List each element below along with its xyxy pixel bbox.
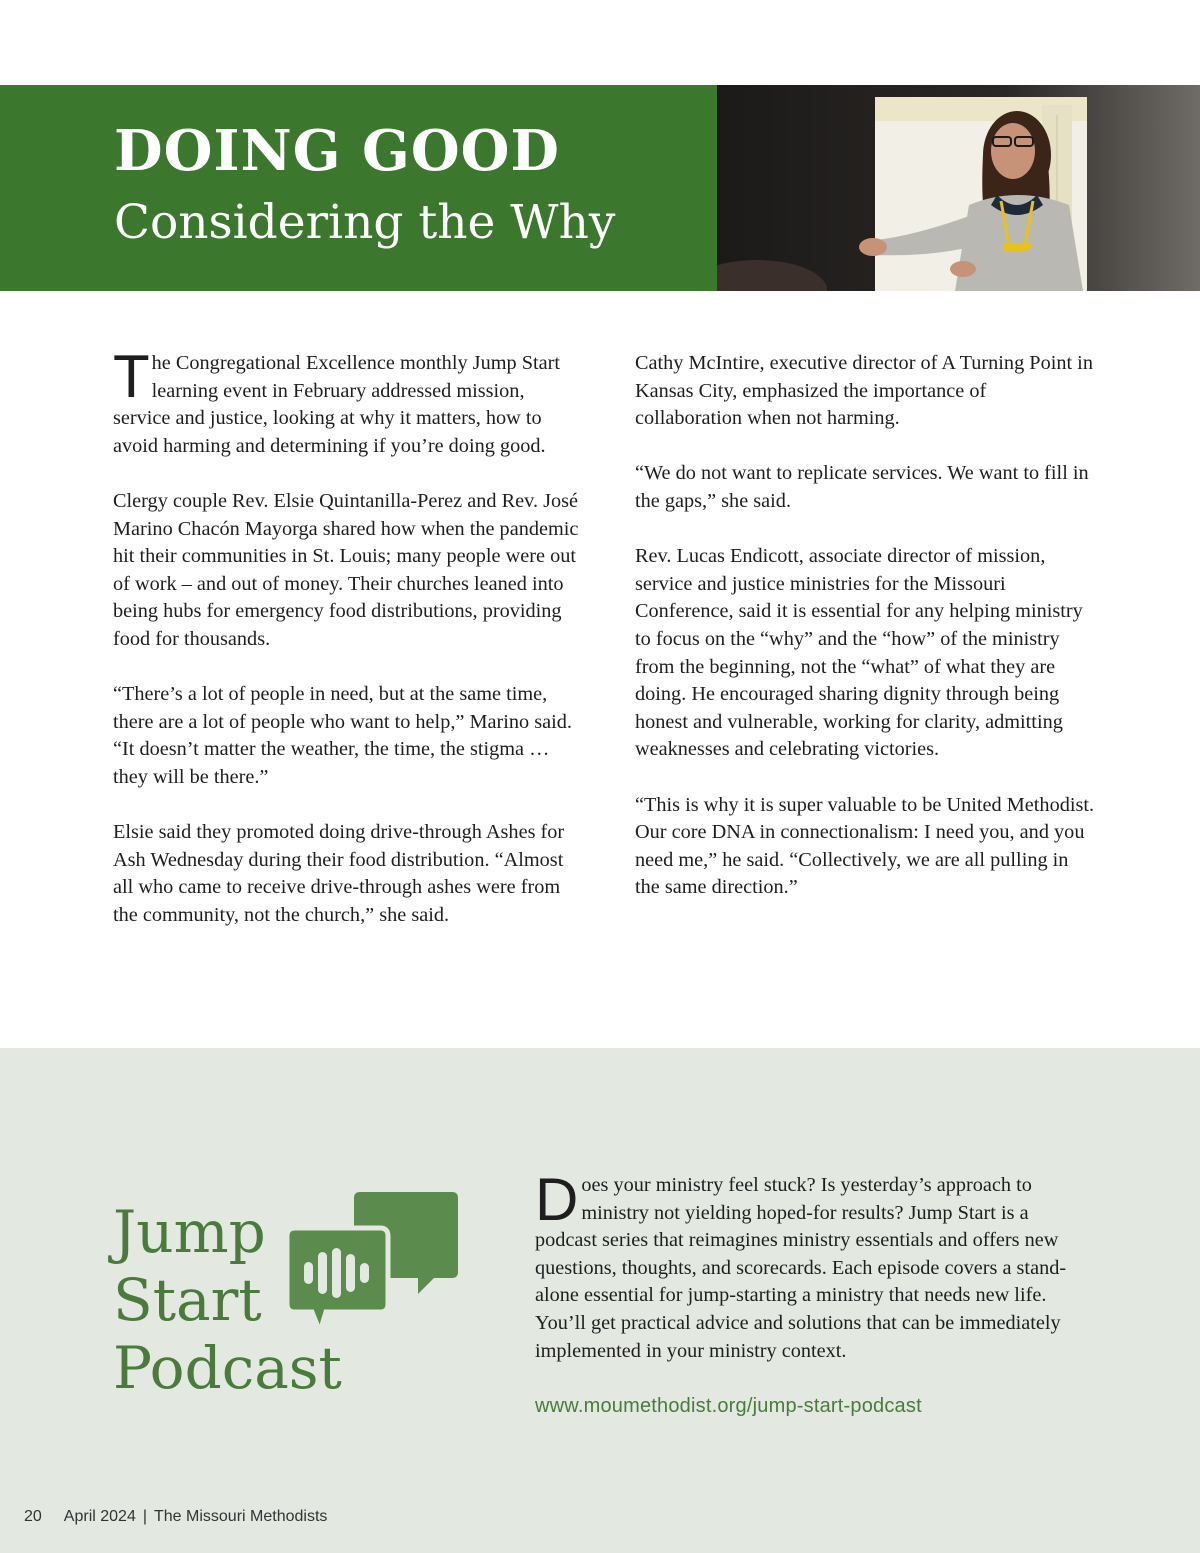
page-subtitle: Considering the Why [114,195,616,250]
article-paragraph: Rev. Lucas Endicott, associate director of mission, service and justice ministries for the Missouri Conference, said it is essential for any helping ministry to focus on the “why” and the “how” of the ministry from the beginning, not the “what” of what they are doing. He encouraged sharing dignity through being honest and vulnerable, working for clarity, admitting weaknesses and celebrating victories. [635,545,1083,761]
issue-date: April 2024 [63,1508,136,1525]
page-title: DOING GOOD [114,118,560,184]
article-paragraph: “This is why it is super valuable to be United Methodist. Our core DNA in connectionalism: I need you, and you need me,” he said. “Collectively, we are all pulling in the same direction.” [635,793,1095,899]
podcast-link[interactable]: www.moumethodist.org/jump-start-podcast [535,1395,922,1417]
publication-name: The Missouri Methodists [154,1508,328,1525]
podcast-promo [0,1048,1200,1553]
podcast-description: Does your ministry feel stuck? Is yesterday’s approach to ministry not yielding hoped-for results? Jump Start is a podcast series that reimagines ministry essentials and offers new questions, thoughts, and scorecards. Each episode covers a stand-alone essential for jump-starting a ministry that needs new life. You’ll get practical advice and solutions that can be immediately implemented in your ministry context. [535,1166,1067,1362]
article-column-left [113,343,583,957]
article-paragraph: Elsie said they promoted doing drive-through Ashes for Ash Wednesday during their food distribution. “Almost all who came to receive drive-through ashes were from the community, not the church,” she said. [113,821,565,926]
article-paragraph: The Congregational Excellence monthly Jump Start learning event in February addressed mission, service and justice, looking at why it matters, how to avoid harming and determining if you’re doing good. [113,343,560,457]
header-banner [0,85,1200,291]
header-green-panel [0,85,717,291]
podcast-title-line: Jump [113,1198,266,1266]
article-paragraph: Cathy McIntire, executive director of A Turning Point in Kansas City, emphasized the importance of collaboration when not harming. [635,352,1093,430]
drop-cap: D [535,1166,579,1233]
drop-cap: T [113,343,150,410]
footer-separator: | [142,1508,147,1525]
article-paragraph: “There’s a lot of people in need, but at the same time, there are a lot of people who want to help,” Marino said. “It doesn’t matter the weather, the time, the stigma … they will be there.” [113,683,572,788]
page-footer [24,1508,327,1526]
article-column-right [635,350,1095,929]
article-paragraph: “We do not want to replicate services. We want to fill in the gaps,” she said. [635,462,1089,512]
speech-bubbles-audio-icon [284,1192,464,1337]
podcast-title-line: Start [113,1266,262,1334]
speaker-photo-illustration [717,85,1200,291]
speaker-photo [717,85,1200,291]
page-number: 20 [24,1508,42,1525]
podcast-title-line: Podcast [113,1334,342,1402]
article-paragraph: Clergy couple Rev. Elsie Quintanilla-Perez and Rev. José Marino Chacón Mayorga shared how when the pandemic hit their communities in St. Louis; many people were out of work – and out of money. Their churches leaned into being hubs for emergency food distributions, providing food for thousands. [113,489,579,650]
